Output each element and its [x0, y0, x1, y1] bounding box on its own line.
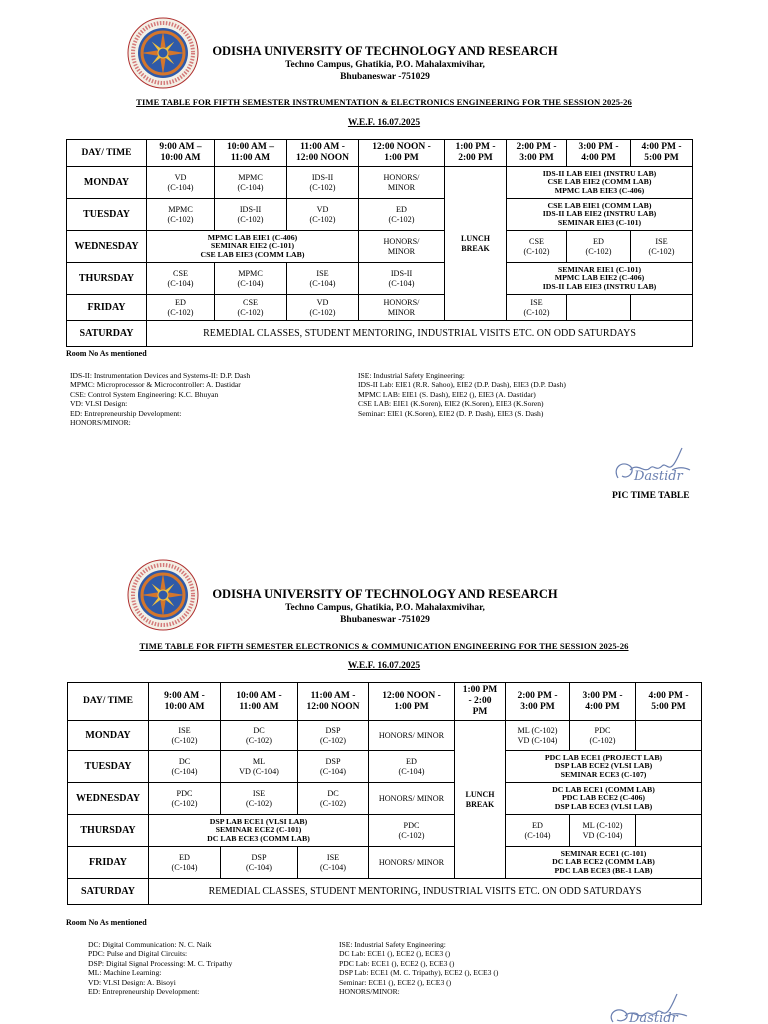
class-cell: ISE (C-102)	[631, 231, 693, 263]
day-cell: SATURDAY	[67, 321, 147, 347]
row-tuesday	[68, 751, 702, 783]
row-thursday	[68, 815, 702, 847]
row-saturday	[68, 879, 702, 905]
legend-left	[88, 940, 232, 996]
class-cell: VD (C-102)	[287, 199, 359, 231]
class-cell: ED (C-104)	[506, 815, 570, 847]
header-slot-4: 12:00 NOON - 1:00 PM	[359, 140, 445, 167]
day-cell: THURSDAY	[67, 263, 147, 295]
class-cell: ML (C-102) VD (C-104)	[506, 721, 570, 751]
university-name: ODISHA UNIVERSITY OF TECHNOLOGY AND RESEARCH	[212, 587, 558, 601]
header-slot-4: 12:00 NOON - 1:00 PM	[369, 683, 455, 721]
class-cell: ISE (C-102)	[149, 721, 221, 751]
legend-item: ED: Entrepreneurship Development:	[88, 987, 200, 997]
class-cell: ED (C-102)	[567, 231, 631, 263]
legend-item: Seminar: EIE1 (K.Soren), EIE2 (D. P. Dash), EIE3 (S. Dash)	[358, 408, 544, 418]
class-cell: DSP (C-104)	[221, 847, 298, 879]
legend-item: HONORS/MINOR:	[70, 418, 131, 428]
legend-left	[70, 371, 250, 427]
university-header	[200, 587, 570, 626]
class-cell: ED (C-102)	[147, 295, 215, 321]
class-cell: IDS-II (C-102)	[215, 199, 287, 231]
row-friday	[67, 295, 693, 321]
legend-item: ISE: Industrial Safety Engineering:	[339, 940, 446, 949]
day-cell: MONDAY	[67, 167, 147, 199]
lunch-break-cell: LUNCH BREAK	[445, 167, 507, 321]
class-cell: PDC (C-102)	[149, 783, 221, 815]
header-slot-8: 4:00 PM - 5:00 PM	[636, 683, 702, 721]
class-cell: DSP (C-104)	[298, 751, 369, 783]
day-cell: WEDNESDAY	[67, 231, 147, 263]
legend-item: CSE: Control System Engineering: K.C. Bhuyan	[70, 389, 219, 399]
room-note: Room No As mentioned	[66, 918, 147, 927]
header-slot-3: 11:00 AM - 12:00 NOON	[298, 683, 369, 721]
row-friday	[68, 847, 702, 879]
timetable-title: TIME TABLE FOR FIFTH SEMESTER INSTRUMENTATION & ELECTRONICS ENGINEERING FOR THE SESSION 2025-26	[136, 97, 632, 107]
class-cell: PDC (C-102)	[570, 721, 636, 751]
empty-cell	[631, 295, 693, 321]
lab-cell: PDC LAB ECE1 (PROJECT LAB) DSP LAB ECE2 (VLSI LAB) SEMINAR ECE3 (C-107)	[506, 751, 702, 783]
class-cell: VD (C-102)	[287, 295, 359, 321]
header-slot-6: 2:00 PM - 3:00 PM	[507, 140, 567, 167]
class-cell: CSE (C-104)	[147, 263, 215, 295]
legend-item: PDC: Pulse and Digital Circuits:	[88, 949, 188, 959]
lab-cell: SEMINAR ECE1 (C-101) DC LAB ECE2 (COMM LAB) PDC LAB ECE3 (BE-1 LAB)	[506, 847, 702, 879]
day-cell: FRIDAY	[68, 847, 149, 879]
lab-cell: MPMC LAB EIE1 (C-406) SEMINAR EIE2 (C-101) CSE LAB EIE3 (COMM LAB)	[147, 231, 359, 263]
university-seal-icon	[127, 17, 199, 89]
university-name: ODISHA UNIVERSITY OF TECHNOLOGY AND RESEARCH	[212, 44, 558, 58]
class-cell: DC (C-104)	[149, 751, 221, 783]
signature-icon	[610, 440, 695, 495]
saturday-note: REMEDIAL CLASSES, STUDENT MENTORING, INDUSTRIAL VISITS ETC. ON ODD SATURDAYS	[147, 321, 693, 347]
day-cell: WEDNESDAY	[68, 783, 149, 815]
room-note: Room No As mentioned	[66, 349, 147, 358]
address-line-1: Techno Campus, Ghatikia, P.O. Mahalaxmivihar,	[285, 60, 485, 70]
class-cell: ED (C-102)	[359, 199, 445, 231]
class-cell: DC (C-102)	[221, 721, 298, 751]
header-slot-lunch: 1:00 PM - 2:00 PM	[455, 683, 506, 721]
legend-item: MPMC LAB: EIE1 (S. Dash), EIE2 (), EIE3 (A. Dastidar)	[358, 389, 536, 399]
header-slot-1: 9:00 AM – 10:00 AM	[147, 140, 215, 167]
timetable-title: TIME TABLE FOR FIFTH SEMESTER ELECTRONICS & COMMUNICATION ENGINEERING FOR THE SESSION 2025-26	[139, 641, 629, 651]
saturday-note: REMEDIAL CLASSES, STUDENT MENTORING, INDUSTRIAL VISITS ETC. ON ODD SATURDAYS	[149, 879, 702, 905]
legend-item: DSP: Digital Signal Processing: M. C. Tripathy	[88, 958, 233, 968]
class-cell: HONORS/ MINOR	[369, 847, 455, 879]
class-cell: MPMC (C-104)	[215, 167, 287, 199]
timetable-grid	[66, 139, 693, 347]
class-cell: ED (C-104)	[149, 847, 221, 879]
wef-date: W.E.F. 16.07.2025	[347, 118, 421, 128]
signature-icon	[605, 992, 695, 1024]
lunch-break-cell: LUNCH BREAK	[455, 721, 506, 879]
empty-cell	[636, 721, 702, 751]
legend-item: VD: VLSI Design:	[70, 399, 128, 409]
class-cell: VD (C-104)	[147, 167, 215, 199]
legend-item: ISE: Industrial Safety Engineering:	[358, 371, 465, 380]
class-cell: ISE (C-104)	[287, 263, 359, 295]
class-cell: DC (C-102)	[298, 783, 369, 815]
university-header	[200, 44, 570, 83]
header-slot-8: 4:00 PM - 5:00 PM	[631, 140, 693, 167]
day-cell: MONDAY	[68, 721, 149, 751]
header-slot-6: 2:00 PM - 3:00 PM	[506, 683, 570, 721]
day-cell: FRIDAY	[67, 295, 147, 321]
legend-item: ED: Entrepreneurship Development:	[70, 408, 182, 418]
row-saturday	[67, 321, 693, 347]
legend-item: DC: Digital Communication: N. C. Naik	[88, 940, 212, 949]
class-cell: IDS-II (C-104)	[359, 263, 445, 295]
legend-item: Seminar: ECE1 (), ECE2 (), ECE3 ()	[339, 977, 452, 987]
class-cell: ED (C-104)	[369, 751, 455, 783]
class-cell: PDC (C-102)	[369, 815, 455, 847]
class-cell: ISE (C-104)	[298, 847, 369, 879]
class-cell: IDS-II (C-102)	[287, 167, 359, 199]
legend-item: PDC Lab: ECE1 (), ECE2 (), ECE3 ()	[339, 958, 455, 968]
class-cell: ML (C-102) VD (C-104)	[570, 815, 636, 847]
header-slot-3: 11:00 AM - 12:00 NOON	[287, 140, 359, 167]
class-cell: HONORS/ MINOR	[369, 721, 455, 751]
legend-item: VD: VLSI Design: A. Bisoyi	[88, 977, 176, 987]
class-cell: ML VD (C-104)	[221, 751, 298, 783]
day-cell: TUESDAY	[67, 199, 147, 231]
header-row	[67, 140, 693, 167]
lab-cell: CSE LAB EIE1 (COMM LAB) IDS-II LAB EIE2 (INSTRU LAB) SEMINAR EIE3 (C-101)	[507, 199, 693, 231]
legend-item: IDS-II Lab: EIE1 (R.R. Sahoo), EIE2 (D.P. Dash), EIE3 (D.P. Dash)	[358, 380, 566, 390]
class-cell: DSP (C-102)	[298, 721, 369, 751]
row-wednesday	[67, 231, 693, 263]
pic-time-table: PIC TIME TABLE	[612, 491, 690, 501]
address-line-1: Techno Campus, Ghatikia, P.O. Mahalaxmivihar,	[285, 603, 485, 613]
legend-right	[358, 371, 566, 418]
header-slot-7: 3:00 PM - 4:00 PM	[567, 140, 631, 167]
timetable-section-ece	[0, 512, 768, 1024]
header-slot-2: 10:00 AM – 11:00 AM	[215, 140, 287, 167]
lab-cell: DSP LAB ECE1 (VLSI LAB) SEMINAR ECE2 (C-101) DC LAB ECE3 (COMM LAB)	[149, 815, 369, 847]
header-row	[68, 683, 702, 721]
empty-cell	[636, 815, 702, 847]
class-cell: MPMC (C-102)	[147, 199, 215, 231]
address-line-2: Bhubaneswar -751029	[340, 72, 430, 82]
wef-date: W.E.F. 16.07.2025	[347, 661, 421, 671]
legend-item: DC Lab: ECE1 (), ECE2 (), ECE3 ()	[339, 949, 451, 959]
signature-text: Dastidr	[634, 469, 683, 484]
class-cell: HONORS/ MINOR	[359, 167, 445, 199]
header-cell: DAY/ TIME	[81, 147, 132, 158]
row-monday	[68, 721, 702, 751]
lab-cell: IDS-II LAB EIE1 (INSTRU LAB) CSE LAB EIE2 (COMM LAB) MPMC LAB EIE3 (C-406)	[507, 167, 693, 199]
day-cell: SATURDAY	[68, 879, 149, 905]
header-day-time	[67, 140, 147, 167]
class-cell: HONORS/ MINOR	[369, 783, 455, 815]
legend-item: CSE LAB: EIE1 (K.Soren), EIE2 (K.Soren), EIE3 (K.Soren)	[358, 399, 544, 409]
class-cell: MPMC (C-104)	[215, 263, 287, 295]
address-line-2: Bhubaneswar -751029	[340, 615, 430, 625]
row-thursday	[67, 263, 693, 295]
legend-item: DSP Lab: ECE1 (M. C. Tripathy), ECE2 (), ECE3 ()	[339, 968, 499, 978]
signature-text: Dastidr	[629, 1011, 678, 1024]
empty-cell	[567, 295, 631, 321]
header-slot-2: 10:00 AM - 11:00 AM	[221, 683, 298, 721]
header-day-time: DAY/ TIME	[68, 683, 149, 721]
class-cell: ISE (C-102)	[507, 295, 567, 321]
class-cell: CSE (C-102)	[215, 295, 287, 321]
day-cell: THURSDAY	[68, 815, 149, 847]
lab-cell: DC LAB ECE1 (COMM LAB) PDC LAB ECE2 (C-406) DSP LAB ECE3 (VLSI LAB)	[506, 783, 702, 815]
row-tuesday	[67, 199, 693, 231]
row-monday	[67, 167, 693, 199]
header-slot-lunch: 1:00 PM - 2:00 PM	[445, 140, 507, 167]
lab-cell: SEMINAR EIE1 (C-101) MPMC LAB EIE2 (C-406) IDS-II LAB EIE3 (INSTRU LAB)	[507, 263, 693, 295]
header-slot-7: 3:00 PM - 4:00 PM	[570, 683, 636, 721]
timetable-grid	[67, 682, 702, 905]
class-cell: HONORS/ MINOR	[359, 231, 445, 263]
legend-item: ML: Machine Learning:	[88, 968, 162, 978]
legend-item: MPMC: Microprocessor & Microcontroller: A. Dastidar	[70, 380, 241, 390]
class-cell: ISE (C-102)	[221, 783, 298, 815]
row-wednesday	[68, 783, 702, 815]
class-cell: HONORS/ MINOR	[359, 295, 445, 321]
day-cell: TUESDAY	[68, 751, 149, 783]
university-seal-icon	[127, 559, 199, 631]
legend-item: IDS-II: Instrumentation Devices and Systems-II: D.P. Dash	[70, 371, 251, 380]
legend-item: HONORS/MINOR:	[339, 987, 400, 997]
legend-right	[339, 940, 498, 996]
class-cell: CSE (C-102)	[507, 231, 567, 263]
header-slot-1: 9:00 AM - 10:00 AM	[149, 683, 221, 721]
